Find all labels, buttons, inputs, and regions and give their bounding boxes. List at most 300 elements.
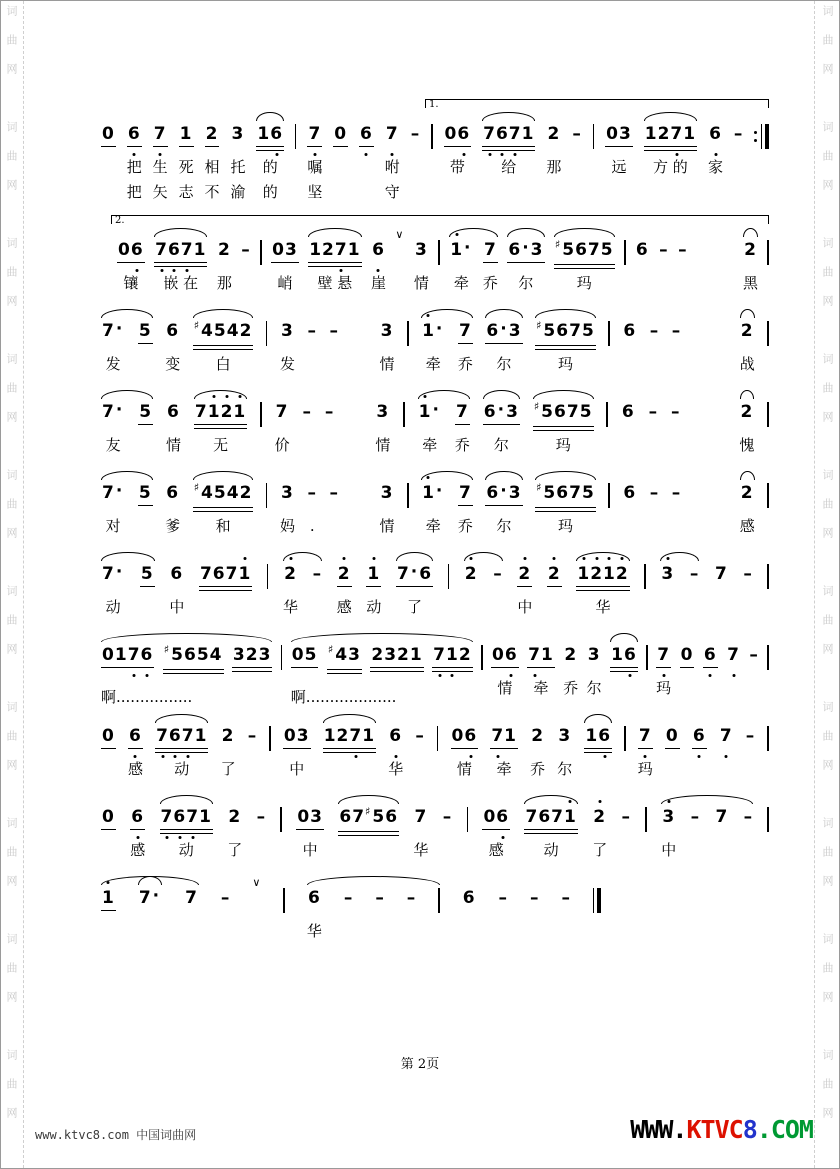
augmentation-dot: · [152,886,161,906]
lyric: 动 [543,841,559,859]
note-digit: 3 [296,726,310,746]
note-digit: 7 [194,402,208,422]
note-group [421,482,445,537]
note-digit: 2 [740,483,754,503]
note-digit: 3 [414,240,428,260]
slur-arc [576,552,629,561]
lyric: 感 [488,841,504,859]
note-group [117,239,145,294]
lyric: 情 [413,274,429,292]
note-group [714,563,729,618]
duration-dash: – [442,807,453,827]
slur-arc [535,309,596,318]
note-digit: 6 [598,726,612,746]
lyric: 友 [105,436,121,454]
volta-bracket [425,99,769,108]
note-digit: 7 [727,645,740,665]
note-group [535,320,596,375]
augmentation-dot: · [115,481,124,501]
note-group [714,806,729,861]
note-digit: 7 [275,402,289,422]
note-digit: 7 [102,321,115,341]
lyric: 玛 [637,760,653,778]
note-digit: 5 [543,321,557,341]
note-digit: 1 [347,240,361,260]
note-digit: 1 [577,564,591,584]
lyric-verse2: 坚 [307,183,323,201]
note-group [221,725,236,780]
note-digit: 0 [492,645,505,665]
lyric: 了 [220,760,236,778]
note-group [101,725,116,780]
note-digit: 2 [547,124,561,144]
note-digit: 1 [585,726,599,746]
note-digit: 6 [486,321,500,341]
lyric: 情 [497,679,513,697]
note-group [703,644,718,699]
note-group [485,482,522,537]
note-digit: 3 [587,645,601,665]
note-group [371,239,386,294]
note-digit: 7 [458,321,472,341]
note-group [138,482,153,537]
note-digit: 0 [102,124,115,144]
slur-arc [660,552,699,561]
note-digit: 7 [491,726,505,746]
score-line [101,790,769,861]
note-group [275,401,290,456]
note-group [205,123,220,203]
lyric: 中 [302,841,318,859]
note-group [464,563,479,618]
duration-dash: – [671,483,682,503]
note-digit: 7 [566,402,580,422]
duration-dash: – . [307,483,317,535]
slur-arc [323,714,376,723]
right-dashed-border [814,1,815,1168]
note-group [740,482,755,537]
lyric: 华 [283,598,299,616]
lyric: 感 [739,517,755,535]
barline [767,239,769,294]
augmentation-dot: · [115,562,124,582]
note-group [592,806,607,861]
slur-arc [193,309,254,318]
lyric: 动 [105,598,121,616]
note-digit: 2 [336,726,350,746]
note-group [154,239,207,294]
note-group [256,123,284,203]
lyric: 动 [174,760,190,778]
lyric: 啊................ [101,688,193,706]
note-group [483,239,498,294]
note-digit: 2 [217,240,231,260]
lyric: 中 [661,841,677,859]
site-logo [630,1115,813,1144]
lyric: 牵 [425,355,441,373]
left-dashed-border [23,1,24,1168]
logo-ktvc: KTVC [686,1115,743,1144]
sharp-sign: ♯ [536,319,543,332]
duration-dash: – [572,124,582,144]
note-group [719,725,734,780]
note-group [308,239,361,294]
note-digit: 0 [102,807,115,827]
note-group [101,123,116,203]
augmentation-dot: · [432,400,440,420]
note-group [217,239,232,294]
volta-label: 1. [428,99,439,110]
barline [407,482,409,537]
note-group [307,123,322,203]
lyric: 华 [595,598,611,616]
note-digit: 6 [575,240,588,260]
note-digit: 1 [422,321,435,341]
lyric: 尔 [493,436,509,454]
lyric: 相 [204,158,220,176]
note-digit: 1 [362,726,376,746]
note-group [166,401,181,456]
slur-arc [101,552,155,561]
note-digit: 0 [272,240,285,260]
note-digit: 6 [495,124,509,144]
note-digit: 2 [322,240,335,260]
duration-dash: – [312,564,323,584]
note-digit: 6 [419,564,433,584]
note-digit: 3 [310,807,323,827]
barline [467,806,469,861]
duration-dash: – [749,645,759,665]
duration-dash: – [302,402,312,422]
duration-dash: – [690,807,701,827]
note-digit: 4 [201,321,214,341]
lyric: 玛 [557,517,573,535]
score-line [101,97,769,203]
note-group [527,644,555,699]
duration-dash: – [329,321,339,341]
lyric: 中 [517,598,533,616]
note-digit: 4 [226,483,240,503]
note-group [366,563,381,618]
page-number: 第 2页 [400,1057,440,1072]
note-digit: 2 [239,483,253,503]
barline [644,563,646,618]
note-digit: 1 [257,124,271,144]
note-digit: 7 [670,124,684,144]
note-digit: 2 [615,564,629,584]
note-digit: 5 [543,483,557,503]
score-line [101,304,769,375]
note-digit: 6 [307,888,321,908]
note-digit: 7 [199,564,213,584]
footer-site-text: www.ktvc8.com 中国词曲网 [35,1128,197,1142]
lyric: 乔 [563,679,579,697]
note-digit: 0 [483,807,497,827]
note-digit: 3 [232,645,246,665]
note-digit: 2 [337,564,351,584]
note-digit: 7 [508,124,522,144]
note-digit: 6 [129,726,142,746]
note-digit: 7 [715,807,729,827]
note-group [101,887,116,942]
lyric: 把 [126,158,142,176]
note-digit: 5 [541,402,555,422]
note-group [610,644,638,699]
note-digit: 2 [397,645,410,665]
barline [767,725,769,780]
note-digit: 2 [245,645,259,665]
lyric-verse2: 把 [126,183,142,201]
note-digit: 7 [349,726,363,746]
lyric: 给 [501,158,517,176]
note-group [656,644,671,699]
note-digit: 6 [504,645,518,665]
note-digit: 5 [213,321,227,341]
slur-arc [154,228,207,237]
note-digit: 7 [638,726,652,746]
duration-dash: – [671,321,682,341]
slur-arc [101,309,153,318]
lyric: 尔 [496,355,512,373]
note-group [128,725,143,780]
note-digit: 1 [603,564,616,584]
note-digit: 7 [551,807,564,827]
breath-mark: ∨ [395,228,405,241]
note-group [605,123,633,203]
note-digit: 1 [422,483,435,503]
lyric: 尔 [557,760,573,778]
note-digit: 0 [606,124,619,144]
note-digit: 7 [458,483,472,503]
note-group [138,887,162,942]
note-group [165,482,180,537]
note-digit: 7 [352,807,366,827]
note-digit: 1 [409,645,423,665]
note-digit: 2 [740,321,754,341]
note-digit: 7 [525,807,539,827]
lyric-verse2: 志 [178,183,194,201]
duration-dash: – [493,564,503,584]
right-watermark-column: 词曲网 词曲网 词曲网 词曲网 词曲网 词曲网 词曲网 词曲网 词曲网 词曲网 [821,5,834,1136]
note-digit: 5 [196,645,210,665]
note-group [644,123,697,203]
duration-dash: – [648,402,659,422]
lyric: 牵 [533,679,549,697]
note-digit: 6 [692,726,706,746]
note-group [665,725,680,780]
logo-www: WWW. [630,1115,687,1144]
duration-dash: – [689,564,700,584]
note-digit: 7 [160,807,174,827]
note-digit: 6 [462,888,476,908]
note-group [449,239,473,294]
lyric: 牵 [422,436,438,454]
lyric: 死 [178,158,194,176]
sharp-sign: ♯ [554,238,562,251]
note-digit: 0 [283,726,297,746]
note-digit: 3 [380,483,394,503]
slur-arc [524,795,577,804]
lyric: 发 [105,355,121,373]
note-digit: 7 [138,888,152,908]
note-digit: 1 [194,726,208,746]
slur-arc [533,390,594,399]
note-digit: 2 [531,726,545,746]
note-digit: 7 [181,726,195,746]
barline [481,644,483,699]
slur-arc [101,471,153,480]
note-digit: 7 [102,483,115,503]
note-digit: 6 [360,124,373,144]
lyric: 华 [413,841,429,859]
note-digit: 7 [414,807,428,827]
note-digit: 5 [304,645,318,665]
duration-dash: – [743,807,754,827]
note-digit: 2 [205,124,219,144]
note-group [193,482,254,537]
note-digit: 5 [600,240,614,260]
note-group [576,563,629,618]
note-group [584,725,612,780]
lyric: 啊................... [290,688,397,706]
lyric: 远 [611,158,627,176]
note-group [517,563,532,618]
note-digit: 7 [127,645,141,665]
lyric: 的 [262,158,278,176]
note-digit: 6 [483,402,497,422]
duration-dash: – [745,726,756,746]
note-group [482,806,510,861]
note-digit: 1 [611,645,624,665]
note-digit: 4 [209,645,223,665]
note-digit: 2 [220,402,234,422]
note-digit: 0 [297,807,311,827]
note-digit: 0 [118,240,131,260]
lyric: 峭 [277,274,293,292]
note-digit: 6 [508,240,522,260]
note-digit: 1 [564,807,577,827]
note-digit: 7 [433,645,446,665]
note-group [127,123,142,203]
note-digit: 7 [102,564,115,584]
duration-dash: – [375,888,385,908]
augmentation-dot: · [410,562,419,582]
note-digit: 7 [484,240,497,260]
note-digit: 7 [714,564,728,584]
note-group [101,806,116,861]
slur-arc [101,390,153,399]
slur-arc [418,390,470,399]
lyric: 牵 [453,274,469,292]
barline [645,806,647,861]
note-digit: 3 [281,483,294,503]
slur-arc [307,876,440,885]
slur-arc [740,309,755,318]
note-digit: 2 [518,564,532,584]
lyric: 乔 [457,355,473,373]
duration-dash: – [329,483,339,503]
note-digit: 2 [371,645,385,665]
score-line [101,466,769,537]
note-digit: 2 [547,564,561,584]
note-digit: 1 [309,240,323,260]
note-digit: 5 [171,645,184,665]
note-digit: 7 [385,124,399,144]
lyric: 家 [708,158,724,176]
note-digit: 7 [153,124,167,144]
note-digit: 2 [744,240,757,260]
note-group [283,725,311,780]
note-group [458,482,473,537]
note-group [380,320,395,375]
note-group [155,725,208,780]
note-digit: 7 [180,240,194,260]
lyric: 玛 [555,436,571,454]
lyric: 方 的 [653,158,688,176]
score-line [101,385,769,456]
lyric: 动 [178,841,194,859]
note-group [396,563,433,618]
note-digit: 6 [173,807,187,827]
slur-arc [507,228,544,237]
note-group [458,320,473,375]
sharp-sign: ♯ [365,805,372,818]
note-digit: 3 [380,321,394,341]
note-group [726,644,741,699]
lyric: 情 [456,760,472,778]
lyric: 战 [739,355,755,373]
note-digit: 6 [166,483,180,503]
duration-dash: – [343,888,354,908]
barline [407,320,409,375]
note-group [323,725,376,780]
note-digit: 7 [569,321,582,341]
note-group [160,806,213,861]
volta-label: 2. [115,215,125,226]
breath-mark: ∨ [252,876,262,889]
note-digit: 7 [155,240,168,260]
note-group [533,401,594,456]
lyric: 带 [449,158,465,176]
score-line [101,547,769,618]
note-group [307,887,322,942]
note-digit: 1 [323,726,337,746]
lyric: 嘱 [307,158,323,176]
note-digit: 1 [367,564,381,584]
lyric: 了 [407,598,423,616]
note-digit: 7 [528,645,541,665]
lyric: 乔 [454,436,470,454]
note-group [199,563,252,618]
augmentation-dot: · [115,319,124,339]
note-group [333,123,348,203]
note-group [491,644,519,699]
duration-dash: – [621,807,632,827]
barline [438,887,440,942]
barline [606,401,608,456]
note-digit: 7 [225,564,239,584]
slur-arc [464,552,503,561]
note-group [101,401,125,456]
note-group [740,320,755,375]
lyric: 托 [230,158,246,176]
note-digit: 7 [102,402,115,422]
note-group [524,806,577,861]
note-group [557,725,572,780]
slur-arc [485,309,522,318]
augmentation-dot: · [522,238,530,258]
barline [767,320,769,375]
